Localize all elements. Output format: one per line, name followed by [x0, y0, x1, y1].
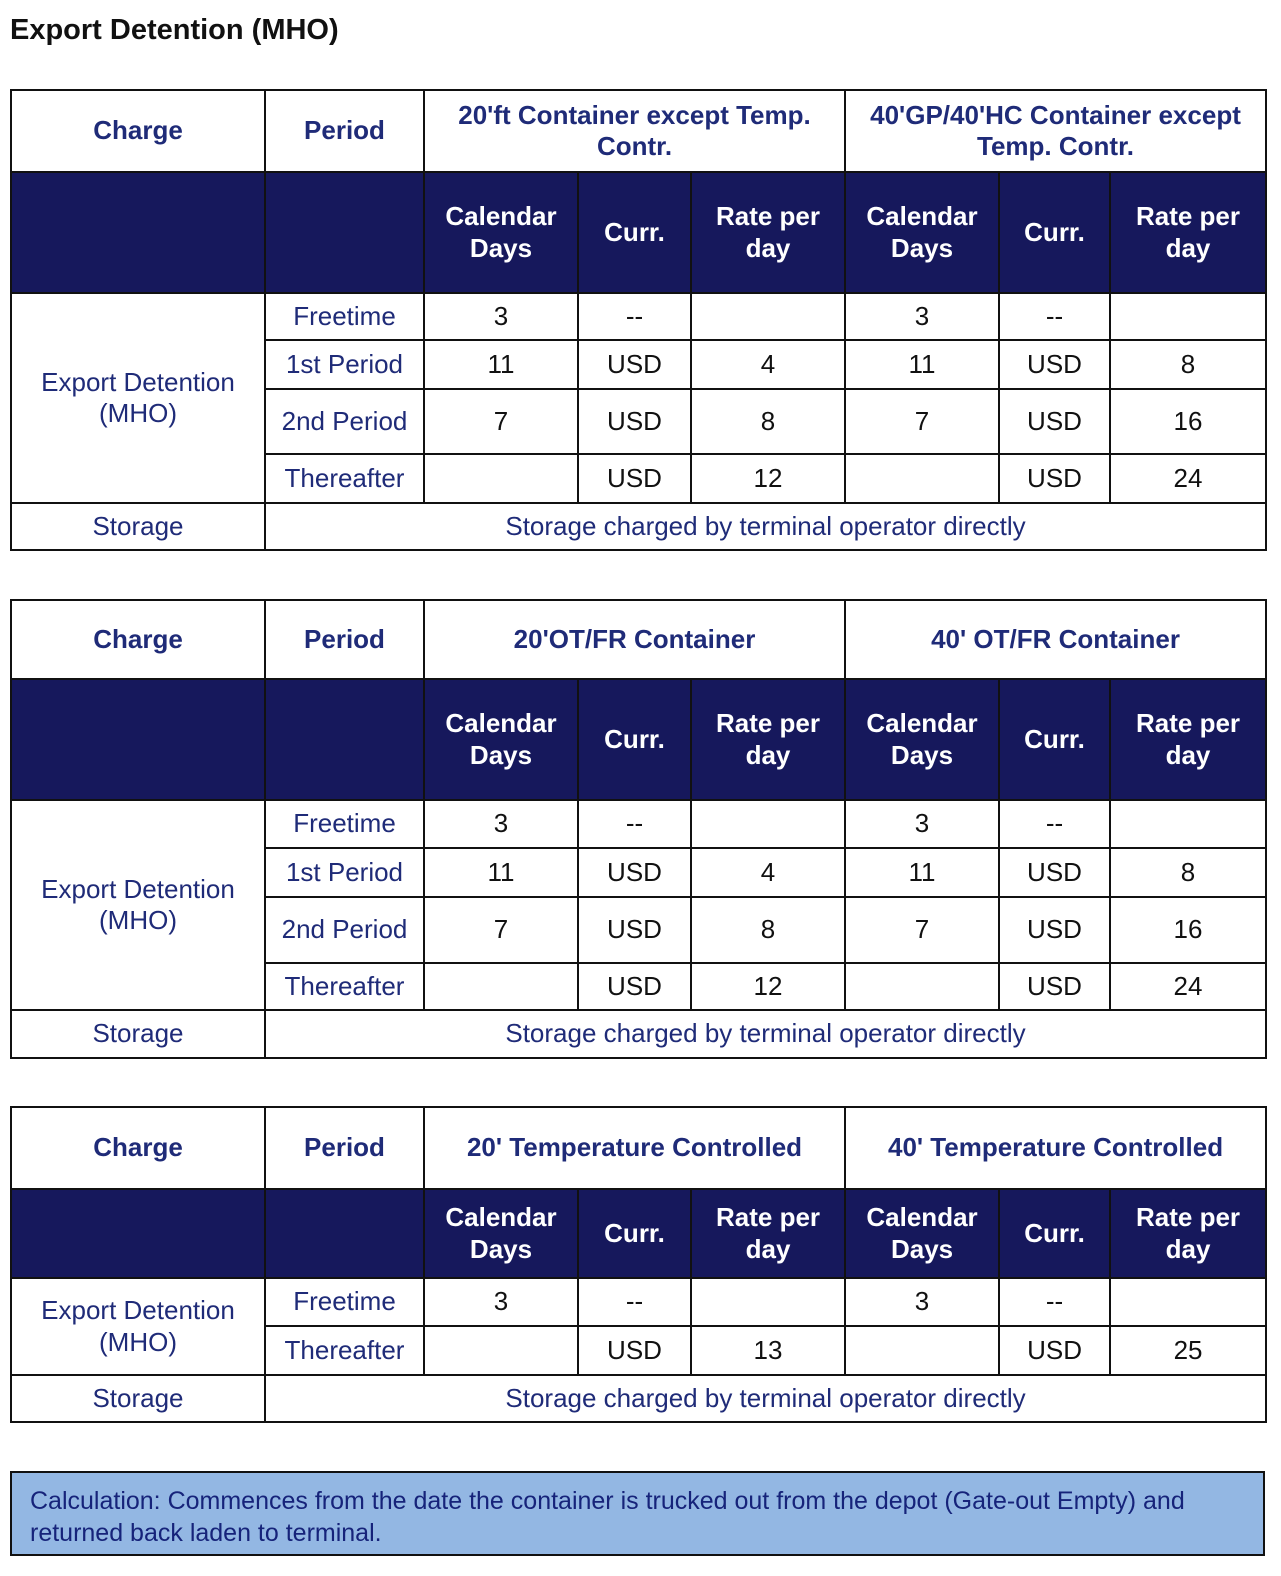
- sub-header-days: Calendar Days: [424, 679, 578, 800]
- sub-header-curr: Curr.: [578, 1189, 691, 1278]
- currency-cell: --: [999, 800, 1110, 848]
- currency-cell: USD: [578, 454, 691, 503]
- period-label: Freetime: [265, 293, 424, 340]
- rate-cell: 8: [691, 897, 845, 963]
- sub-header-curr: Curr.: [578, 679, 691, 800]
- storage-label: Storage: [11, 503, 265, 550]
- calendar-days-cell: 3: [424, 1278, 578, 1326]
- sub-header-days: Calendar Days: [424, 172, 578, 293]
- rate-cell: 8: [691, 389, 845, 454]
- calendar-days-cell: [845, 963, 999, 1010]
- calendar-days-cell: 3: [845, 1278, 999, 1326]
- sub-header-rate: Rate per day: [1110, 679, 1266, 800]
- storage-label: Storage: [11, 1010, 265, 1058]
- sub-header-rate: Rate per day: [691, 172, 845, 293]
- sub-header-blank: [11, 1189, 265, 1278]
- period-label: Thereafter: [265, 454, 424, 503]
- calendar-days-cell: 11: [424, 340, 578, 389]
- currency-cell: USD: [578, 963, 691, 1010]
- currency-cell: USD: [999, 897, 1110, 963]
- sub-header-curr: Curr.: [999, 1189, 1110, 1278]
- rate-cell: [691, 293, 845, 340]
- currency-cell: --: [578, 293, 691, 340]
- sub-header-days: Calendar Days: [845, 1189, 999, 1278]
- sub-header-curr: Curr.: [999, 679, 1110, 800]
- period-label: Freetime: [265, 1278, 424, 1326]
- currency-cell: USD: [999, 963, 1110, 1010]
- rate-cell: 13: [691, 1326, 845, 1375]
- period-label: Freetime: [265, 800, 424, 848]
- rate-table-ot-fr: [10, 599, 1267, 1059]
- period-label: Thereafter: [265, 1326, 424, 1375]
- sub-header-blank: [265, 1189, 424, 1278]
- charge-header: Charge: [11, 90, 265, 172]
- sub-header-days: Calendar Days: [845, 172, 999, 293]
- calendar-days-cell: 3: [424, 293, 578, 340]
- calendar-days-cell: 7: [424, 389, 578, 454]
- calendar-days-cell: 7: [845, 897, 999, 963]
- calendar-days-cell: 11: [845, 848, 999, 897]
- sub-header-days: Calendar Days: [845, 679, 999, 800]
- rate-cell: 25: [1110, 1326, 1266, 1375]
- calendar-days-cell: [424, 963, 578, 1010]
- period-header: Period: [265, 600, 424, 679]
- currency-cell: --: [999, 1278, 1110, 1326]
- storage-label: Storage: [11, 1375, 265, 1422]
- group-header-2: 40'GP/40'HC Container except Temp. Contr.: [845, 90, 1266, 172]
- rate-cell: 16: [1110, 389, 1266, 454]
- group-header-1: 20'OT/FR Container: [424, 600, 845, 679]
- page-title: Export Detention (MHO): [10, 14, 339, 46]
- charge-label: Export Detention (MHO): [11, 293, 265, 503]
- calendar-days-cell: 11: [424, 848, 578, 897]
- currency-cell: USD: [999, 1326, 1110, 1375]
- rate-cell: 12: [691, 454, 845, 503]
- calendar-days-cell: [845, 1326, 999, 1375]
- currency-cell: USD: [999, 454, 1110, 503]
- currency-cell: USD: [578, 389, 691, 454]
- charge-header: Charge: [11, 600, 265, 679]
- group-header-2: 40' OT/FR Container: [845, 600, 1266, 679]
- currency-cell: USD: [999, 340, 1110, 389]
- calculation-note: Calculation: Commences from the date the container is trucked out from the depot (Gate-out Empty) and returned back laden to terminal.: [10, 1471, 1265, 1556]
- rate-cell: 8: [1110, 848, 1266, 897]
- charge-header: Charge: [11, 1107, 265, 1189]
- currency-cell: USD: [999, 848, 1110, 897]
- table-row: [11, 1278, 1266, 1326]
- rate-cell: [691, 800, 845, 848]
- calendar-days-cell: [424, 454, 578, 503]
- group-header-1: 20' Temperature Controlled: [424, 1107, 845, 1189]
- calendar-days-cell: [424, 1326, 578, 1375]
- sub-header-rate: Rate per day: [1110, 1189, 1266, 1278]
- rate-cell: [1110, 1278, 1266, 1326]
- calendar-days-cell: 7: [845, 389, 999, 454]
- rate-table-temperature-controlled: [10, 1106, 1267, 1423]
- calendar-days-cell: 7: [424, 897, 578, 963]
- storage-note: Storage charged by terminal operator directly: [265, 1010, 1266, 1058]
- sub-header-blank: [265, 172, 424, 293]
- rate-cell: 12: [691, 963, 845, 1010]
- period-label: 1st Period: [265, 340, 424, 389]
- currency-cell: --: [578, 1278, 691, 1326]
- group-header-1: 20'ft Container except Temp. Contr.: [424, 90, 845, 172]
- sub-header-rate: Rate per day: [1110, 172, 1266, 293]
- calendar-days-cell: 3: [424, 800, 578, 848]
- period-label: 2nd Period: [265, 389, 424, 454]
- currency-cell: --: [578, 800, 691, 848]
- currency-cell: USD: [578, 1326, 691, 1375]
- sub-header-blank: [11, 172, 265, 293]
- rate-cell: 4: [691, 340, 845, 389]
- rate-cell: 24: [1110, 963, 1266, 1010]
- rate-cell: 8: [1110, 340, 1266, 389]
- storage-note: Storage charged by terminal operator directly: [265, 1375, 1266, 1422]
- storage-row: [11, 503, 1266, 550]
- currency-cell: USD: [578, 848, 691, 897]
- period-header: Period: [265, 90, 424, 172]
- charge-label: Export Detention (MHO): [11, 1278, 265, 1375]
- sub-header-days: Calendar Days: [424, 1189, 578, 1278]
- sub-header-blank: [11, 679, 265, 800]
- charge-label: Export Detention (MHO): [11, 800, 265, 1010]
- rate-table-standard: [10, 89, 1267, 551]
- currency-cell: USD: [999, 389, 1110, 454]
- currency-cell: --: [999, 293, 1110, 340]
- sub-header-curr: Curr.: [578, 172, 691, 293]
- period-header: Period: [265, 1107, 424, 1189]
- rate-cell: [691, 1278, 845, 1326]
- sub-header-rate: Rate per day: [691, 679, 845, 800]
- storage-row: [11, 1375, 1266, 1422]
- rate-cell: 16: [1110, 897, 1266, 963]
- currency-cell: USD: [578, 340, 691, 389]
- group-header-2: 40' Temperature Controlled: [845, 1107, 1266, 1189]
- rate-cell: [1110, 800, 1266, 848]
- rate-cell: 24: [1110, 454, 1266, 503]
- currency-cell: USD: [578, 897, 691, 963]
- table-row: [11, 293, 1266, 340]
- period-label: 1st Period: [265, 848, 424, 897]
- calendar-days-cell: 11: [845, 340, 999, 389]
- sub-header-curr: Curr.: [999, 172, 1110, 293]
- period-label: 2nd Period: [265, 897, 424, 963]
- table-row: [11, 800, 1266, 848]
- calendar-days-cell: [845, 454, 999, 503]
- storage-row: [11, 1010, 1266, 1058]
- rate-cell: 4: [691, 848, 845, 897]
- calendar-days-cell: 3: [845, 800, 999, 848]
- period-label: Thereafter: [265, 963, 424, 1010]
- sub-header-blank: [265, 679, 424, 800]
- rate-cell: [1110, 293, 1266, 340]
- sub-header-rate: Rate per day: [691, 1189, 845, 1278]
- storage-note: Storage charged by terminal operator directly: [265, 503, 1266, 550]
- calendar-days-cell: 3: [845, 293, 999, 340]
